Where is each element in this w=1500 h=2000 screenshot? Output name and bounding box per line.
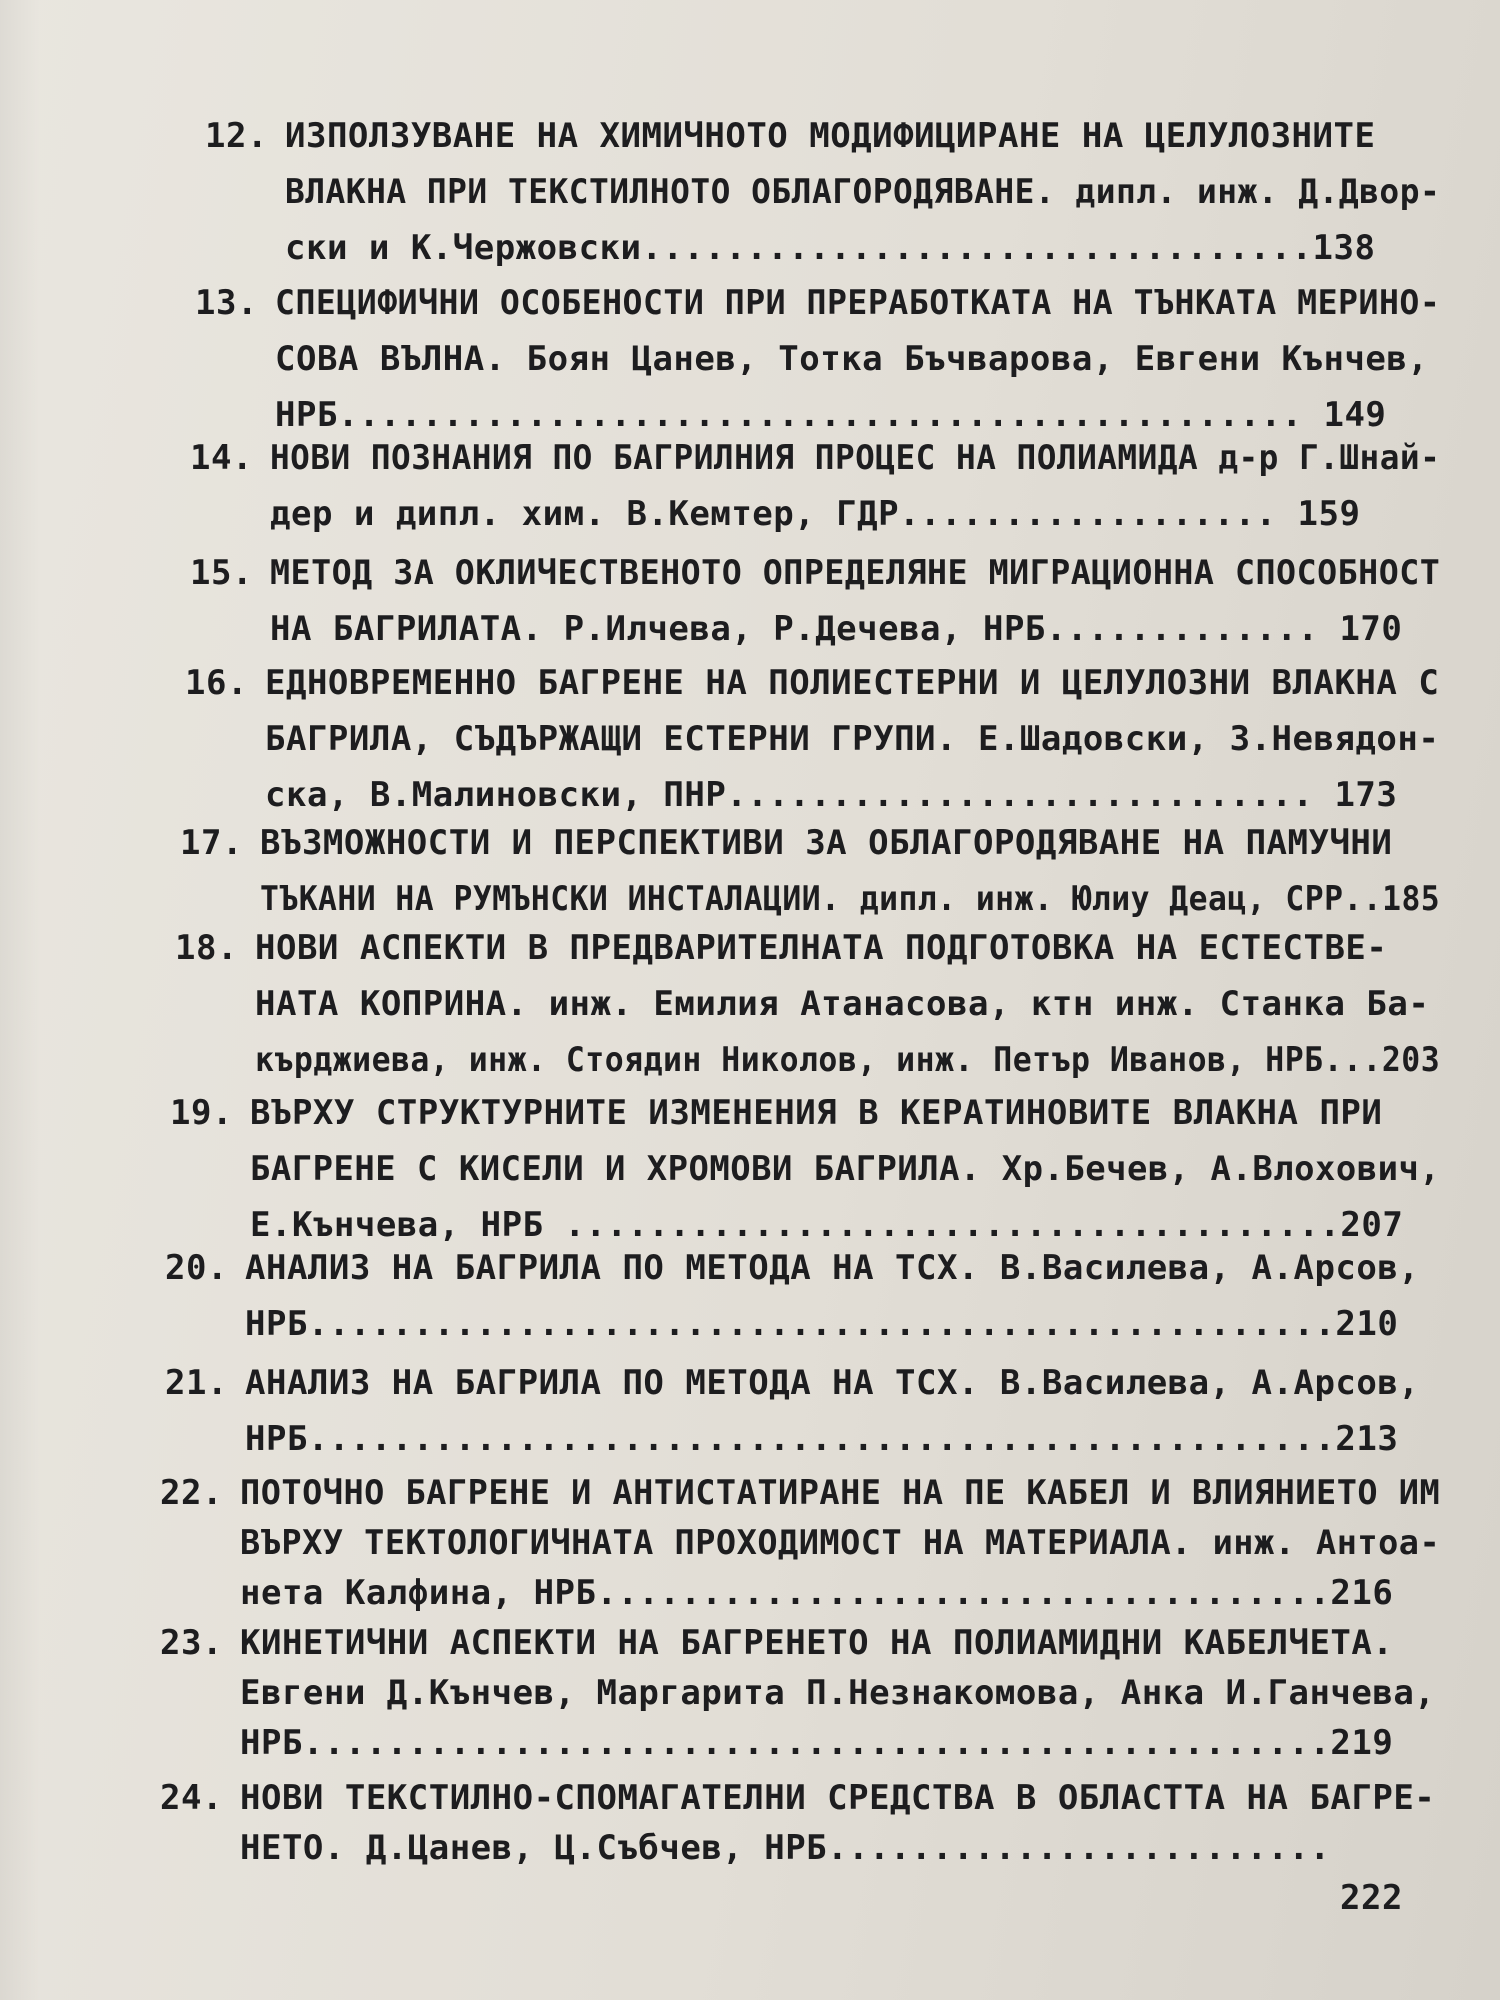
entry-line: нета Калфина, НРБ...................................216 <box>240 1573 1394 1613</box>
entry-line: ТЪКАНИ НА РУМЪНСКИ ИНСТАЛАЦИИ. дипл. инж. Юлиу Деац, СРР..185 <box>260 879 1441 919</box>
entry-line: НРБ.................................................219 <box>240 1723 1394 1763</box>
entry-line: ВЪРХУ ТЕКТОЛОГИЧНАТА ПРОХОДИМОСТ НА МАТЕРИАЛА. инж. Антоа- <box>240 1523 1441 1563</box>
entry-number: 13. <box>195 283 258 323</box>
entry-line: АНАЛИЗ НА БАГРИЛА ПО МЕТОДА НА ТСХ. В.Василева, А.Арсов, <box>245 1363 1420 1403</box>
entry-number: 16. <box>185 663 248 703</box>
entry-number: 22. <box>160 1473 223 1513</box>
entry-number: 14. <box>190 438 253 478</box>
entry-line: ЕДНОВРЕМЕННО БАГРЕНЕ НА ПОЛИЕСТЕРНИ И ЦЕЛУЛОЗНИ ВЛАКНА С <box>265 663 1440 703</box>
entry-line: НРБ.................................................213 <box>245 1419 1399 1459</box>
entry-line: НОВИ ТЕКСТИЛНО-СПОМАГАТЕЛНИ СРЕДСТВА В ОБЛАСТТА НА БАГРЕ- <box>240 1778 1436 1818</box>
entry-line: ПОТОЧНО БАГРЕНЕ И АНТИСТАТИРАНЕ НА ПЕ КАБЕЛ И ВЛИЯНИЕТО ИМ <box>240 1473 1441 1513</box>
entry-line: ВЛАКНА ПРИ ТЕКСТИЛНОТО ОБЛАГОРОДЯВАНЕ. дипл. инж. Д.Двор- <box>285 172 1441 212</box>
entry-number: 23. <box>160 1623 223 1663</box>
entry-line: кърджиева, инж. Стоядин Николов, инж. Петър Иванов, НРБ...203 <box>255 1040 1441 1080</box>
entry-line: СОВА ВЪЛНА. Боян Цанев, Тотка Бъчварова, Евгени Кънчев, <box>275 339 1429 379</box>
entry-line: ска, В.Малиновски, ПНР............................ 173 <box>265 775 1398 815</box>
entry-line: КИНЕТИЧНИ АСПЕКТИ НА БАГРЕНЕТО НА ПОЛИАМИДНИ КАБЕЛЧЕТА. <box>240 1623 1394 1663</box>
entry-line: ВЪЗМОЖНОСТИ И ПЕРСПЕКТИВИ ЗА ОБЛАГОРОДЯВАНЕ НА ПАМУЧНИ <box>260 823 1393 863</box>
entry-line: НРБ.............................................. 149 <box>275 395 1387 435</box>
entry-line: СПЕЦИФИЧНИ ОСОБЕНОСТИ ПРИ ПРЕРАБОТКАТА НА ТЪНКАТА МЕРИНО- <box>275 283 1441 323</box>
entry-line: Евгени Д.Кънчев, Маргарита П.Незнакомова, Анка И.Ганчева, <box>240 1673 1436 1713</box>
page-shadow <box>0 0 40 2000</box>
entry-number: 24. <box>160 1778 223 1818</box>
entry-line: Е.Кънчева, НРБ .....................................207 <box>250 1205 1404 1245</box>
entry-line: НЕТО. Д.Цанев, Ц.Събчев, НРБ........................ <box>240 1828 1331 1868</box>
entry-number: 21. <box>165 1363 228 1403</box>
entry-line: МЕТОД ЗА ОКЛИЧЕСТВЕНОТО ОПРЕДЕЛЯНЕ МИГРАЦИОННА СПОСОБНОСТ <box>270 553 1441 593</box>
entry-line: БАГРИЛА, СЪДЪРЖАЩИ ЕСТЕРНИ ГРУПИ. Е.Шадовски, З.Невядон- <box>265 719 1440 759</box>
entry-line: БАГРЕНЕ С КИСЕЛИ И ХРОМОВИ БАГРИЛА. Хр.Бечев, А.Влохович, <box>250 1149 1441 1189</box>
entry-number: 12. <box>205 116 268 156</box>
entry-line: НОВИ АСПЕКТИ В ПРЕДВАРИТЕЛНАТА ПОДГОТОВКА НА ЕСТЕСТВЕ- <box>255 928 1388 968</box>
entry-line: АНАЛИЗ НА БАГРИЛА ПО МЕТОДА НА ТСХ. В.Василева, А.Арсов, <box>245 1248 1420 1288</box>
entry-number: 18. <box>175 928 238 968</box>
entry-line: ВЪРХУ СТРУКТУРНИТЕ ИЗМЕНЕНИЯ В КЕРАТИНОВИТЕ ВЛАКНА ПРИ <box>250 1093 1383 1133</box>
entry-line: дер и дипл. хим. В.Кемтер, ГДР.................. 159 <box>270 494 1361 534</box>
entry-line: НАТА КОПРИНА. инж. Емилия Атанасова, ктн инж. Станка Ба- <box>255 984 1430 1024</box>
entry-line: НРБ.................................................210 <box>245 1304 1399 1344</box>
entry-number: 15. <box>190 553 253 593</box>
entry-line: НА БАГРИЛАТА. Р.Илчева, Р.Дечева, НРБ............. 170 <box>270 609 1403 649</box>
entry-line: ски и К.Чержовски................................138 <box>285 228 1376 268</box>
entry-page-number: 222 <box>1340 1878 1403 1918</box>
entry-line: НОВИ ПОЗНАНИЯ ПО БАГРИЛНИЯ ПРОЦЕС НА ПОЛИАМИДА д-р Г.Шнай- <box>270 438 1441 478</box>
entry-number: 20. <box>165 1248 228 1288</box>
entry-line: ИЗПОЛЗУВАНЕ НА ХИМИЧНОТО МОДИФИЦИРАНЕ НА ЦЕЛУЛОЗНИТЕ <box>285 116 1376 156</box>
entry-number: 17. <box>180 823 243 863</box>
entry-number: 19. <box>170 1093 233 1133</box>
